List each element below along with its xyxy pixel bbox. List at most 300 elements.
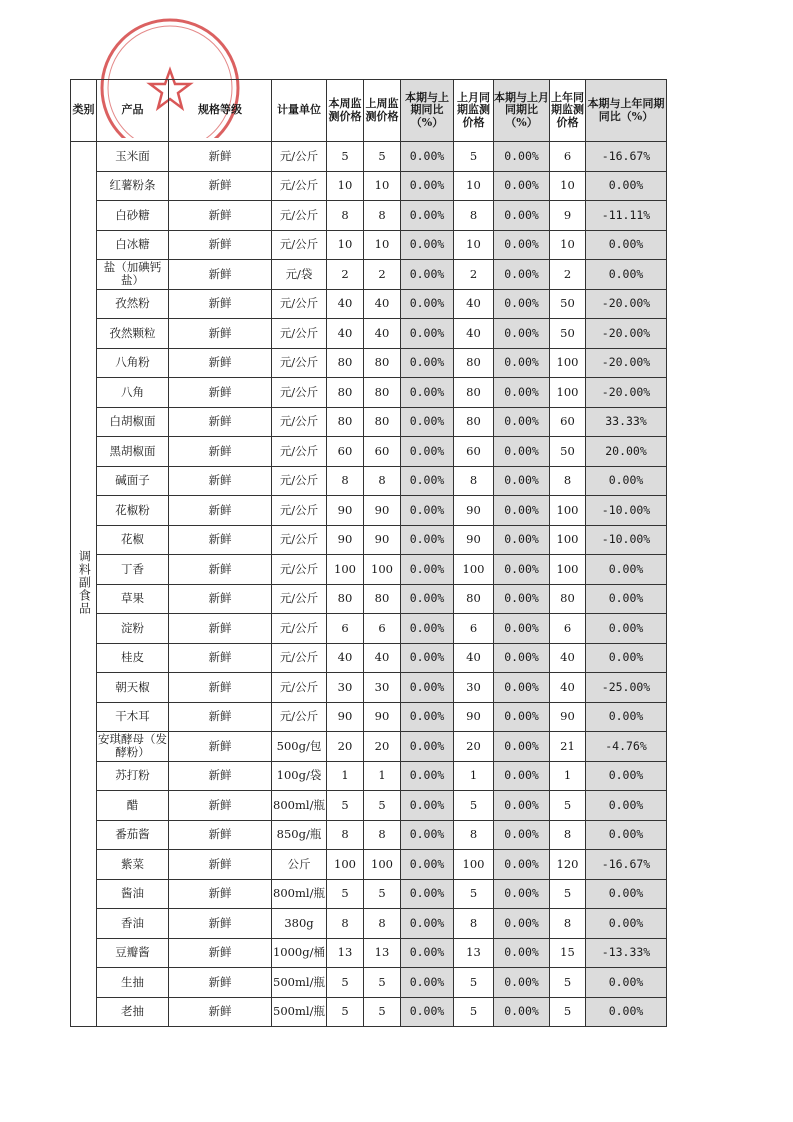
mom-ratio-cell: 0.00% (494, 791, 550, 821)
last-month-price-cell: 30 (454, 673, 494, 703)
last-month-price-cell: 100 (454, 555, 494, 585)
unit-cell: 元/公斤 (272, 525, 327, 555)
yoy-ratio-cell: -10.00% (586, 496, 667, 526)
this-week-price-cell: 40 (327, 319, 364, 349)
product-cell: 花椒粉 (97, 496, 169, 526)
yoy-ratio-cell: -20.00% (586, 289, 667, 319)
product-cell: 朝天椒 (97, 673, 169, 703)
wow-ratio-cell: 0.00% (401, 820, 454, 850)
product-cell: 生抽 (97, 968, 169, 998)
product-cell: 干木耳 (97, 702, 169, 732)
wow-ratio-cell: 0.00% (401, 555, 454, 585)
last-week-price-cell: 40 (364, 643, 401, 673)
last-month-price-cell: 40 (454, 289, 494, 319)
last-week-price-cell: 90 (364, 525, 401, 555)
table-row (71, 614, 667, 644)
table-body (71, 142, 667, 1027)
product-cell: 白冰糖 (97, 230, 169, 260)
mom-ratio-cell: 0.00% (494, 850, 550, 880)
this-week-price-cell: 5 (327, 997, 364, 1027)
header-last-month: 上月同期监测价格 (454, 80, 494, 142)
wow-ratio-cell: 0.00% (401, 968, 454, 998)
product-cell: 孜然颗粒 (97, 319, 169, 349)
yoy-ratio-cell: 0.00% (586, 791, 667, 821)
this-week-price-cell: 90 (327, 702, 364, 732)
mom-ratio-cell: 0.00% (494, 466, 550, 496)
spec-cell: 新鲜 (169, 702, 272, 732)
this-week-price-cell: 80 (327, 348, 364, 378)
spec-cell: 新鲜 (169, 850, 272, 880)
yoy-ratio-cell: 0.00% (586, 260, 667, 290)
last-year-price-cell: 2 (550, 260, 586, 290)
yoy-ratio-cell: -20.00% (586, 348, 667, 378)
mom-ratio-cell: 0.00% (494, 909, 550, 939)
yoy-ratio-cell: -20.00% (586, 319, 667, 349)
spec-cell: 新鲜 (169, 732, 272, 762)
table-row (71, 289, 667, 319)
product-cell: 淀粉 (97, 614, 169, 644)
unit-cell: 元/公斤 (272, 555, 327, 585)
header-spec: 规格等级 (169, 80, 272, 142)
mom-ratio-cell: 0.00% (494, 260, 550, 290)
table-header-row (71, 80, 667, 142)
product-cell: 香油 (97, 909, 169, 939)
this-week-price-cell: 80 (327, 407, 364, 437)
last-year-price-cell: 6 (550, 142, 586, 172)
spec-cell: 新鲜 (169, 968, 272, 998)
header-mom-ratio: 本期与上月同期比（%） (494, 80, 550, 142)
this-week-price-cell: 2 (327, 260, 364, 290)
unit-cell: 元/公斤 (272, 201, 327, 231)
price-monitoring-table (70, 79, 667, 1027)
last-month-price-cell: 6 (454, 614, 494, 644)
product-cell: 白胡椒面 (97, 407, 169, 437)
yoy-ratio-cell: -13.33% (586, 938, 667, 968)
last-week-price-cell: 6 (364, 614, 401, 644)
last-month-price-cell: 8 (454, 201, 494, 231)
mom-ratio-cell: 0.00% (494, 584, 550, 614)
product-cell: 玉米面 (97, 142, 169, 172)
this-week-price-cell: 20 (327, 732, 364, 762)
this-week-price-cell: 8 (327, 909, 364, 939)
header-this-week: 本周监测价格 (327, 80, 364, 142)
unit-cell: 元/公斤 (272, 230, 327, 260)
last-year-price-cell: 100 (550, 496, 586, 526)
product-cell: 盐（加碘钙盐） (97, 260, 169, 290)
mom-ratio-cell: 0.00% (494, 407, 550, 437)
spec-cell: 新鲜 (169, 938, 272, 968)
this-week-price-cell: 8 (327, 466, 364, 496)
this-week-price-cell: 10 (327, 171, 364, 201)
table-row (71, 997, 667, 1027)
unit-cell: 元/公斤 (272, 378, 327, 408)
mom-ratio-cell: 0.00% (494, 673, 550, 703)
product-cell: 醋 (97, 791, 169, 821)
product-cell: 红薯粉条 (97, 171, 169, 201)
header-last-week: 上周监测价格 (364, 80, 401, 142)
mom-ratio-cell: 0.00% (494, 142, 550, 172)
yoy-ratio-cell: -16.67% (586, 850, 667, 880)
last-year-price-cell: 120 (550, 850, 586, 880)
wow-ratio-cell: 0.00% (401, 525, 454, 555)
wow-ratio-cell: 0.00% (401, 909, 454, 939)
last-month-price-cell: 1 (454, 761, 494, 791)
wow-ratio-cell: 0.00% (401, 997, 454, 1027)
spec-cell: 新鲜 (169, 584, 272, 614)
last-month-price-cell: 80 (454, 378, 494, 408)
this-week-price-cell: 6 (327, 614, 364, 644)
wow-ratio-cell: 0.00% (401, 437, 454, 467)
last-month-price-cell: 5 (454, 997, 494, 1027)
wow-ratio-cell: 0.00% (401, 496, 454, 526)
last-year-price-cell: 8 (550, 820, 586, 850)
spec-cell: 新鲜 (169, 496, 272, 526)
mom-ratio-cell: 0.00% (494, 289, 550, 319)
wow-ratio-cell: 0.00% (401, 850, 454, 880)
last-month-price-cell: 5 (454, 879, 494, 909)
unit-cell: 元/公斤 (272, 407, 327, 437)
this-week-price-cell: 40 (327, 643, 364, 673)
table-row (71, 319, 667, 349)
spec-cell: 新鲜 (169, 171, 272, 201)
spec-cell: 新鲜 (169, 555, 272, 585)
unit-cell: 公斤 (272, 850, 327, 880)
last-month-price-cell: 10 (454, 171, 494, 201)
this-week-price-cell: 5 (327, 791, 364, 821)
mom-ratio-cell: 0.00% (494, 820, 550, 850)
last-month-price-cell: 90 (454, 496, 494, 526)
table-row (71, 142, 667, 172)
yoy-ratio-cell: 0.00% (586, 879, 667, 909)
yoy-ratio-cell: 0.00% (586, 584, 667, 614)
last-year-price-cell: 90 (550, 702, 586, 732)
table-row (71, 879, 667, 909)
product-cell: 豆瓣酱 (97, 938, 169, 968)
table-row (71, 466, 667, 496)
unit-cell: 500ml/瓶 (272, 968, 327, 998)
unit-cell: 元/公斤 (272, 289, 327, 319)
this-week-price-cell: 5 (327, 879, 364, 909)
header-last-year: 上年同期监测价格 (550, 80, 586, 142)
last-year-price-cell: 40 (550, 673, 586, 703)
unit-cell: 元/公斤 (272, 496, 327, 526)
last-month-price-cell: 40 (454, 319, 494, 349)
wow-ratio-cell: 0.00% (401, 584, 454, 614)
unit-cell: 元/公斤 (272, 142, 327, 172)
last-year-price-cell: 1 (550, 761, 586, 791)
last-week-price-cell: 8 (364, 909, 401, 939)
mom-ratio-cell: 0.00% (494, 938, 550, 968)
spec-cell: 新鲜 (169, 260, 272, 290)
last-week-price-cell: 20 (364, 732, 401, 762)
last-year-price-cell: 5 (550, 968, 586, 998)
header-product: 产品 (97, 80, 169, 142)
yoy-ratio-cell: 0.00% (586, 230, 667, 260)
last-week-price-cell: 8 (364, 820, 401, 850)
table-row (71, 673, 667, 703)
product-cell: 紫菜 (97, 850, 169, 880)
unit-cell: 元/公斤 (272, 466, 327, 496)
spec-cell: 新鲜 (169, 761, 272, 791)
yoy-ratio-cell: 0.00% (586, 761, 667, 791)
this-week-price-cell: 5 (327, 968, 364, 998)
unit-cell: 800ml/瓶 (272, 791, 327, 821)
last-week-price-cell: 100 (364, 555, 401, 585)
this-week-price-cell: 90 (327, 496, 364, 526)
last-week-price-cell: 100 (364, 850, 401, 880)
table-row (71, 525, 667, 555)
this-week-price-cell: 5 (327, 142, 364, 172)
last-week-price-cell: 5 (364, 968, 401, 998)
spec-cell: 新鲜 (169, 820, 272, 850)
header-category: 类别 (71, 80, 97, 142)
this-week-price-cell: 60 (327, 437, 364, 467)
table-row (71, 230, 667, 260)
wow-ratio-cell: 0.00% (401, 466, 454, 496)
last-month-price-cell: 90 (454, 525, 494, 555)
unit-cell: 1000g/桶 (272, 938, 327, 968)
this-week-price-cell: 80 (327, 584, 364, 614)
product-cell: 孜然粉 (97, 289, 169, 319)
last-year-price-cell: 100 (550, 348, 586, 378)
product-cell: 番茄酱 (97, 820, 169, 850)
last-month-price-cell: 8 (454, 466, 494, 496)
unit-cell: 元/公斤 (272, 614, 327, 644)
this-week-price-cell: 13 (327, 938, 364, 968)
last-year-price-cell: 100 (550, 525, 586, 555)
spec-cell: 新鲜 (169, 230, 272, 260)
last-month-price-cell: 5 (454, 791, 494, 821)
last-year-price-cell: 10 (550, 230, 586, 260)
yoy-ratio-cell: 0.00% (586, 968, 667, 998)
table-row (71, 761, 667, 791)
unit-cell: 380g (272, 909, 327, 939)
spec-cell: 新鲜 (169, 407, 272, 437)
last-year-price-cell: 100 (550, 555, 586, 585)
table-row (71, 909, 667, 939)
mom-ratio-cell: 0.00% (494, 230, 550, 260)
last-week-price-cell: 8 (364, 201, 401, 231)
mom-ratio-cell: 0.00% (494, 525, 550, 555)
this-week-price-cell: 8 (327, 201, 364, 231)
mom-ratio-cell: 0.00% (494, 643, 550, 673)
last-week-price-cell: 1 (364, 761, 401, 791)
last-year-price-cell: 21 (550, 732, 586, 762)
spec-cell: 新鲜 (169, 466, 272, 496)
spec-cell: 新鲜 (169, 348, 272, 378)
last-year-price-cell: 6 (550, 614, 586, 644)
wow-ratio-cell: 0.00% (401, 201, 454, 231)
mom-ratio-cell: 0.00% (494, 732, 550, 762)
wow-ratio-cell: 0.00% (401, 702, 454, 732)
last-week-price-cell: 30 (364, 673, 401, 703)
last-year-price-cell: 50 (550, 319, 586, 349)
last-week-price-cell: 80 (364, 348, 401, 378)
last-month-price-cell: 5 (454, 142, 494, 172)
table-row (71, 732, 667, 762)
last-week-price-cell: 60 (364, 437, 401, 467)
yoy-ratio-cell: 0.00% (586, 555, 667, 585)
last-month-price-cell: 5 (454, 968, 494, 998)
yoy-ratio-cell: 0.00% (586, 909, 667, 939)
last-year-price-cell: 8 (550, 909, 586, 939)
table-row (71, 820, 667, 850)
spec-cell: 新鲜 (169, 378, 272, 408)
unit-cell: 元/公斤 (272, 348, 327, 378)
wow-ratio-cell: 0.00% (401, 643, 454, 673)
last-week-price-cell: 5 (364, 997, 401, 1027)
last-month-price-cell: 8 (454, 820, 494, 850)
this-week-price-cell: 100 (327, 555, 364, 585)
last-year-price-cell: 80 (550, 584, 586, 614)
wow-ratio-cell: 0.00% (401, 260, 454, 290)
last-week-price-cell: 8 (364, 466, 401, 496)
last-month-price-cell: 80 (454, 584, 494, 614)
table-row (71, 938, 667, 968)
table-row (71, 171, 667, 201)
wow-ratio-cell: 0.00% (401, 938, 454, 968)
last-week-price-cell: 5 (364, 791, 401, 821)
yoy-ratio-cell: 0.00% (586, 997, 667, 1027)
last-year-price-cell: 5 (550, 791, 586, 821)
mom-ratio-cell: 0.00% (494, 201, 550, 231)
category-cell (71, 142, 97, 1027)
last-year-price-cell: 100 (550, 378, 586, 408)
unit-cell: 元/公斤 (272, 584, 327, 614)
yoy-ratio-cell: 20.00% (586, 437, 667, 467)
table-row (71, 968, 667, 998)
table-row (71, 584, 667, 614)
last-week-price-cell: 40 (364, 319, 401, 349)
wow-ratio-cell: 0.00% (401, 879, 454, 909)
mom-ratio-cell: 0.00% (494, 879, 550, 909)
unit-cell: 100g/袋 (272, 761, 327, 791)
table-row (71, 260, 667, 290)
last-week-price-cell: 10 (364, 171, 401, 201)
unit-cell: 元/公斤 (272, 643, 327, 673)
spec-cell: 新鲜 (169, 142, 272, 172)
last-week-price-cell: 90 (364, 702, 401, 732)
product-cell: 八角 (97, 378, 169, 408)
spec-cell: 新鲜 (169, 319, 272, 349)
wow-ratio-cell: 0.00% (401, 319, 454, 349)
this-week-price-cell: 30 (327, 673, 364, 703)
mom-ratio-cell: 0.00% (494, 997, 550, 1027)
mom-ratio-cell: 0.00% (494, 496, 550, 526)
last-week-price-cell: 5 (364, 879, 401, 909)
mom-ratio-cell: 0.00% (494, 437, 550, 467)
spec-cell: 新鲜 (169, 525, 272, 555)
yoy-ratio-cell: 0.00% (586, 820, 667, 850)
unit-cell: 元/公斤 (272, 437, 327, 467)
wow-ratio-cell: 0.00% (401, 732, 454, 762)
wow-ratio-cell: 0.00% (401, 348, 454, 378)
last-week-price-cell: 2 (364, 260, 401, 290)
table-row (71, 378, 667, 408)
unit-cell: 元/公斤 (272, 673, 327, 703)
yoy-ratio-cell: 0.00% (586, 643, 667, 673)
last-month-price-cell: 13 (454, 938, 494, 968)
product-cell: 八角粉 (97, 348, 169, 378)
table-row (71, 437, 667, 467)
last-year-price-cell: 60 (550, 407, 586, 437)
last-week-price-cell: 40 (364, 289, 401, 319)
last-year-price-cell: 5 (550, 997, 586, 1027)
spec-cell: 新鲜 (169, 997, 272, 1027)
wow-ratio-cell: 0.00% (401, 614, 454, 644)
last-month-price-cell: 90 (454, 702, 494, 732)
yoy-ratio-cell: -25.00% (586, 673, 667, 703)
product-cell: 苏打粉 (97, 761, 169, 791)
this-week-price-cell: 40 (327, 289, 364, 319)
last-week-price-cell: 10 (364, 230, 401, 260)
yoy-ratio-cell: -16.67% (586, 142, 667, 172)
this-week-price-cell: 1 (327, 761, 364, 791)
table-row (71, 791, 667, 821)
wow-ratio-cell: 0.00% (401, 171, 454, 201)
header-wow-ratio: 本期与上期同比（%） (401, 80, 454, 142)
mom-ratio-cell: 0.00% (494, 968, 550, 998)
last-year-price-cell: 5 (550, 879, 586, 909)
category-label: 调料副食品 (77, 549, 92, 615)
yoy-ratio-cell: -20.00% (586, 378, 667, 408)
product-cell: 碱面子 (97, 466, 169, 496)
yoy-ratio-cell: -11.11% (586, 201, 667, 231)
last-month-price-cell: 80 (454, 407, 494, 437)
yoy-ratio-cell: -10.00% (586, 525, 667, 555)
spec-cell: 新鲜 (169, 201, 272, 231)
yoy-ratio-cell: 0.00% (586, 614, 667, 644)
table-row (71, 555, 667, 585)
table-row (71, 850, 667, 880)
spec-cell: 新鲜 (169, 643, 272, 673)
mom-ratio-cell: 0.00% (494, 761, 550, 791)
last-week-price-cell: 80 (364, 407, 401, 437)
yoy-ratio-cell: -4.76% (586, 732, 667, 762)
header-unit: 计量单位 (272, 80, 327, 142)
mom-ratio-cell: 0.00% (494, 555, 550, 585)
unit-cell: 元/公斤 (272, 319, 327, 349)
last-week-price-cell: 5 (364, 142, 401, 172)
spec-cell: 新鲜 (169, 673, 272, 703)
product-cell: 白砂糖 (97, 201, 169, 231)
this-week-price-cell: 10 (327, 230, 364, 260)
product-cell: 酱油 (97, 879, 169, 909)
last-month-price-cell: 60 (454, 437, 494, 467)
unit-cell: 元/袋 (272, 260, 327, 290)
wow-ratio-cell: 0.00% (401, 791, 454, 821)
spec-cell: 新鲜 (169, 614, 272, 644)
product-cell: 桂皮 (97, 643, 169, 673)
spec-cell: 新鲜 (169, 437, 272, 467)
unit-cell: 850g/瓶 (272, 820, 327, 850)
product-cell: 草果 (97, 584, 169, 614)
mom-ratio-cell: 0.00% (494, 171, 550, 201)
last-week-price-cell: 80 (364, 378, 401, 408)
unit-cell: 800ml/瓶 (272, 879, 327, 909)
last-year-price-cell: 9 (550, 201, 586, 231)
table-row (71, 407, 667, 437)
wow-ratio-cell: 0.00% (401, 142, 454, 172)
yoy-ratio-cell: 0.00% (586, 171, 667, 201)
mom-ratio-cell: 0.00% (494, 702, 550, 732)
last-month-price-cell: 2 (454, 260, 494, 290)
last-year-price-cell: 8 (550, 466, 586, 496)
this-week-price-cell: 80 (327, 378, 364, 408)
last-week-price-cell: 13 (364, 938, 401, 968)
product-cell: 安琪酵母（发酵粉） (98, 732, 167, 760)
unit-cell: 500g/包 (272, 732, 327, 762)
